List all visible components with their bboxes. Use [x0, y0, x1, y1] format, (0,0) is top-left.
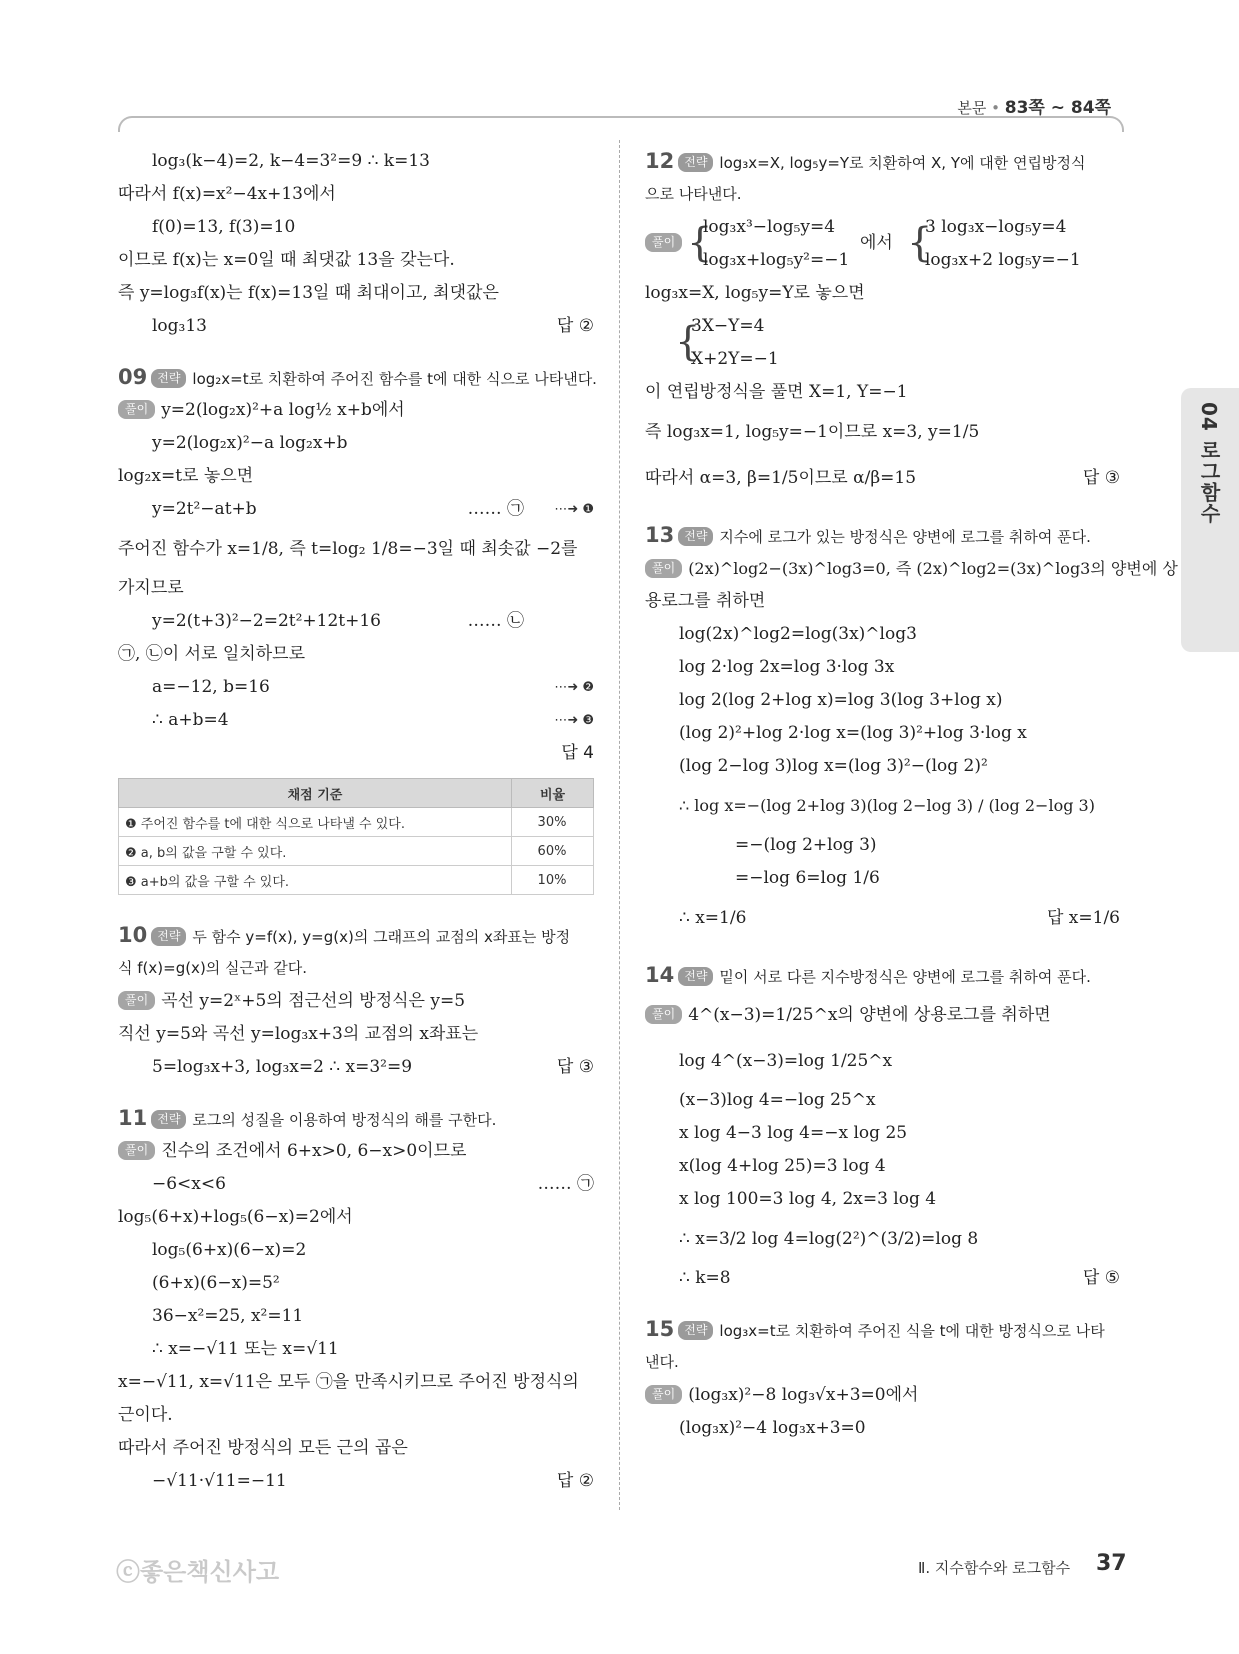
system-equation: 3X−Y=4 — [691, 316, 765, 336]
page-number: 37 — [1096, 1551, 1127, 1576]
math-line: x(log 4+log 25)=3 log 4 — [679, 1156, 886, 1176]
equation-tag: …… ㉠ — [537, 1174, 594, 1194]
text-line: 이므로 f(x)는 x=0일 때 최댓값 13을 갖는다. — [118, 250, 455, 270]
strategy-tag: 전략 — [151, 1110, 186, 1129]
question-number: 13 — [645, 523, 675, 547]
math-line — [118, 605, 594, 638]
solution-tag: 풀이 — [645, 1005, 682, 1024]
strategy-text: 두 함수 y=f(x), y=g(x)의 그래프의 교점의 x좌표는 방정 — [192, 928, 571, 946]
system-equation: log₃x+2 log₅y=−1 — [925, 250, 1081, 270]
strategy-tag: 전략 — [151, 927, 186, 946]
text-line: ㉠, ㉡이 서로 일치하므로 — [118, 644, 305, 664]
math-line: x log 4−3 log 4=−x log 25 — [679, 1123, 908, 1143]
system-equation: log₃x³−log₅y=4 — [703, 217, 836, 237]
answer-mark: 답 ③ — [1082, 468, 1120, 488]
math-line: log₂x=t로 놓으면 — [118, 466, 254, 486]
strategy-continuation: 식 f(x)=g(x)의 실근과 같다. — [118, 959, 308, 977]
math-text: 진수의 조건에서 6+x>0, 6−x>0이므로 — [161, 1141, 467, 1161]
math-line — [645, 1262, 1120, 1295]
strategy-text: log₃x=t로 치환하여 주어진 식을 t에 대한 방정식으로 나타 — [719, 1322, 1105, 1340]
math-text: y=2(t+3)²−2=2t²+12t+16 — [152, 611, 381, 631]
math-line: log 4^(x−3)=log 1/25^x — [679, 1051, 893, 1071]
strategy-continuation: 으로 나타낸다. — [645, 185, 742, 203]
answer-mark: 답 4 — [561, 743, 594, 763]
step-mark: ⋯➜ ❶ — [554, 502, 594, 517]
text-line: 용로그를 취하면 — [645, 591, 766, 611]
footer-chapter: Ⅱ. 지수함수와 로그함수 — [918, 1559, 1071, 1577]
math-line: (6+x)(6−x)=5² — [152, 1273, 280, 1293]
math-text: y=2(log₂x)²+a log½ x+b에서 — [161, 400, 405, 420]
strategy-text: 로그의 성질을 이용하여 방정식의 해를 구한다. — [192, 1111, 497, 1129]
system-equation: log₃x+log₅y²=−1 — [703, 250, 850, 270]
equation-tag: …… ㉡ — [467, 611, 524, 631]
math-line: log₃x=X, log₅y=Y로 놓으면 — [645, 283, 865, 303]
math-line — [118, 1051, 594, 1084]
math-line — [118, 671, 594, 704]
table-cell: ❸ a+b의 값을 구할 수 있다. — [119, 866, 512, 895]
answer-mark: 답 x=1/6 — [1046, 908, 1120, 928]
strategy-tag: 전략 — [678, 1321, 713, 1340]
brace-icon: { — [687, 220, 713, 266]
publisher-logo: ⓒ좋은책신사고 — [116, 1558, 280, 1586]
strategy-text: log₃x=X, log₅y=Y로 치환하여 X, Y에 대한 연립방정식 — [719, 154, 1086, 172]
strategy-tag: 전략 — [151, 369, 186, 388]
math-line: 36−x²=25, x²=11 — [152, 1306, 304, 1326]
math-text: 5=log₃x+3, log₃x=2 ∴ x=3²=9 — [152, 1057, 413, 1077]
math-text: ∴ x=1/6 — [679, 908, 747, 928]
strategy-tag: 전략 — [678, 527, 713, 546]
q15-heading — [645, 1313, 1120, 1346]
answer-mark: 답 ③ — [556, 1057, 594, 1077]
math-line — [645, 455, 1120, 501]
text-line: 즉 y=log₃f(x)는 f(x)=13일 때 최대이고, 최댓값은 — [118, 283, 499, 303]
system-3 — [691, 310, 779, 376]
math-line: log(2x)^log2=log(3x)^log3 — [679, 624, 917, 644]
strategy-tag: 전략 — [678, 967, 713, 986]
math-text: y=2t²−at+b — [152, 499, 257, 519]
math-text: 따라서 α=3, β=1/5이므로 α/β=15 — [645, 468, 917, 488]
math-text: ∴ k=8 — [679, 1268, 731, 1288]
system-equation: 3 log₃x−log₅y=4 — [925, 217, 1067, 237]
table-header: 비율 — [512, 779, 594, 808]
math-line: ∴ x=−√11 또는 x=√11 — [152, 1339, 339, 1359]
table-cell: 30% — [512, 808, 594, 837]
table-cell: 60% — [512, 837, 594, 866]
math-line: (x−3)log 4=−log 25^x — [679, 1090, 876, 1110]
table-row — [119, 808, 594, 837]
solution-tag: 풀이 — [645, 233, 682, 252]
math-line — [118, 1465, 594, 1498]
system-2 — [925, 211, 1081, 277]
math-line: 직선 y=5와 곡선 y=log₃x+3의 교점의 x좌표는 — [118, 1024, 479, 1044]
equation-systems — [645, 211, 1120, 277]
solution-tag: 풀이 — [118, 400, 155, 419]
solution-tag: 풀이 — [645, 1385, 682, 1404]
system-equation: X+2Y=−1 — [691, 349, 779, 369]
scoring-table — [118, 778, 594, 895]
math-text: a=−12, b=16 — [152, 677, 270, 697]
table-cell: 10% — [512, 866, 594, 895]
chapter-side-tab[interactable] — [1181, 388, 1239, 652]
math-text: 곡선 y=2ˣ+5의 점근선의 방정식은 y=5 — [161, 991, 466, 1011]
table-row — [119, 866, 594, 895]
math-line: log₅(6+x)(6−x)=2 — [152, 1240, 307, 1260]
text-line: x=−√11, x=√11은 모두 ㉠을 만족시키므로 주어진 방정식의 — [118, 1372, 579, 1392]
connector-text: 에서 — [860, 233, 893, 253]
math-line: f(0)=13, f(3)=10 — [152, 217, 296, 237]
header-bullet: • — [991, 99, 1000, 117]
brace-icon: { — [907, 220, 933, 266]
chapter-side-tab-label: 04 로그함수 — [1197, 402, 1221, 524]
math-line: 이 연립방정식을 풀면 X=1, Y=−1 — [645, 382, 908, 402]
math-line — [118, 985, 594, 1018]
math-line: =−log 6=log 1/6 — [735, 868, 880, 888]
right-column — [645, 145, 1178, 1445]
equation-tag: …… ㉠ — [467, 499, 524, 519]
answer-mark: 답 ② — [556, 316, 594, 336]
math-line: ∴ log x=−(log 2+log 3)(log 2−log 3) / (log 2−log 3) — [679, 796, 1095, 815]
math-line — [118, 394, 594, 427]
math-text: 4^(x−3)=1/25^x의 양변에 상용로그를 취하면 — [688, 1005, 1051, 1025]
math-line — [645, 895, 1120, 941]
math-text: ∴ a+b=4 — [152, 710, 229, 730]
table-cell: ❷ a, b의 값을 구할 수 있다. — [119, 837, 512, 866]
math-line: (log 2)²+log 2·log x=(log 3)²+log 3·log x — [679, 723, 1027, 743]
math-line: log 2·log 2x=log 3·log 3x — [679, 657, 895, 677]
math-text: −√11·√11=−11 — [152, 1471, 287, 1491]
left-column — [118, 145, 597, 1498]
system-1 — [703, 211, 849, 277]
step-mark: ⋯➜ ❸ — [554, 713, 594, 728]
question-number: 14 — [645, 963, 675, 987]
page-header — [957, 93, 1111, 118]
text-line: 가지므로 — [118, 578, 184, 598]
header-section-label: 본문 — [957, 99, 987, 117]
table-header: 채점 기준 — [119, 779, 512, 808]
question-number: 15 — [645, 1317, 675, 1341]
math-line: log 2(log 2+log x)=log 3(log 3+log x) — [679, 690, 1003, 710]
math-line — [118, 493, 594, 526]
question-number: 12 — [645, 149, 675, 173]
question-number: 10 — [118, 923, 148, 947]
strategy-tag: 전략 — [678, 153, 713, 172]
table-row — [119, 837, 594, 866]
math-line — [645, 992, 1120, 1038]
header-pages: 83쪽 ~ 84쪽 — [1004, 98, 1111, 118]
q09-heading — [118, 361, 597, 394]
answer-mark: 답 ② — [556, 1471, 594, 1491]
question-number: 09 — [118, 365, 148, 389]
q14-heading — [645, 959, 1120, 992]
math-line: log₃(k−4)=2, k−4=3²=9 ∴ k=13 — [152, 151, 430, 171]
question-number: 11 — [118, 1106, 148, 1130]
math-line: (log₃x)²−4 log₃x+3=0 — [679, 1418, 866, 1438]
answer-line — [118, 737, 594, 770]
math-line — [118, 1135, 594, 1168]
math-line — [118, 704, 594, 737]
math-line: =−(log 2+log 3) — [735, 835, 877, 855]
answer-mark: 답 ⑤ — [1082, 1268, 1120, 1288]
table-header-row — [119, 779, 594, 808]
math-line: log₅(6+x)+log₅(6−x)=2에서 — [118, 1207, 353, 1227]
math-line — [645, 1379, 1120, 1412]
equation-system — [645, 310, 1120, 376]
q12-heading — [645, 145, 1120, 178]
strategy-text: 밑이 서로 다른 지수방정식은 양변에 로그를 취하여 푼다. — [719, 968, 1091, 986]
math-line: 주어진 함수가 x=1/8, 즉 t=log₂ 1/8=−3일 때 최솟값 −2를 — [118, 539, 578, 559]
q11-heading — [118, 1102, 594, 1135]
brace-icon: { — [675, 319, 701, 365]
math-text: log₃13 — [152, 316, 208, 336]
math-line: ∴ x=3/2 log 4=log(2²)^(3/2)=log 8 — [679, 1229, 979, 1249]
column-divider — [619, 140, 620, 1510]
math-text: (2x)^log2−(3x)^log3=0, 즉 (2x)^log2=(3x)^log3의 양변에 상 — [688, 559, 1178, 578]
text-line: 따라서 주어진 방정식의 모든 근의 곱은 — [118, 1438, 408, 1458]
text-line: 근이다. — [118, 1405, 173, 1425]
q10-heading — [118, 919, 594, 952]
table-cell: ❶ 주어진 함수를 t에 대한 식으로 나타낼 수 있다. — [119, 808, 512, 837]
strategy-text: log₂x=t로 치환하여 주어진 함수를 t에 대한 식으로 나타낸다. — [192, 370, 597, 388]
math-line: y=2(log₂x)²−a log₂x+b — [152, 433, 348, 453]
math-line: 즉 log₃x=1, log₅y=−1이므로 x=3, y=1/5 — [645, 422, 980, 442]
solution-tag: 풀이 — [118, 1141, 155, 1160]
solution-tag: 풀이 — [645, 559, 682, 578]
math-line — [118, 1168, 594, 1201]
solution-tag: 풀이 — [118, 991, 155, 1010]
strategy-text: 지수에 로그가 있는 방정식은 양변에 로그를 취하여 푼다. — [719, 528, 1091, 546]
math-line: (log 2−log 3)log x=(log 3)²−(log 2)² — [679, 756, 988, 776]
strategy-continuation: 낸다. — [645, 1353, 679, 1371]
math-text: −6<x<6 — [152, 1174, 226, 1194]
math-line — [645, 552, 1178, 585]
q13-heading — [645, 519, 1120, 552]
math-text: (log₃x)²−8 log₃√x+3=0에서 — [688, 1385, 919, 1405]
top-frame-line — [118, 116, 1124, 132]
math-line: x log 100=3 log 4, 2x=3 log 4 — [679, 1189, 937, 1209]
math-line — [118, 310, 594, 343]
text-line: 따라서 f(x)=x²−4x+13에서 — [118, 184, 336, 204]
step-mark: ⋯➜ ❷ — [554, 680, 594, 695]
